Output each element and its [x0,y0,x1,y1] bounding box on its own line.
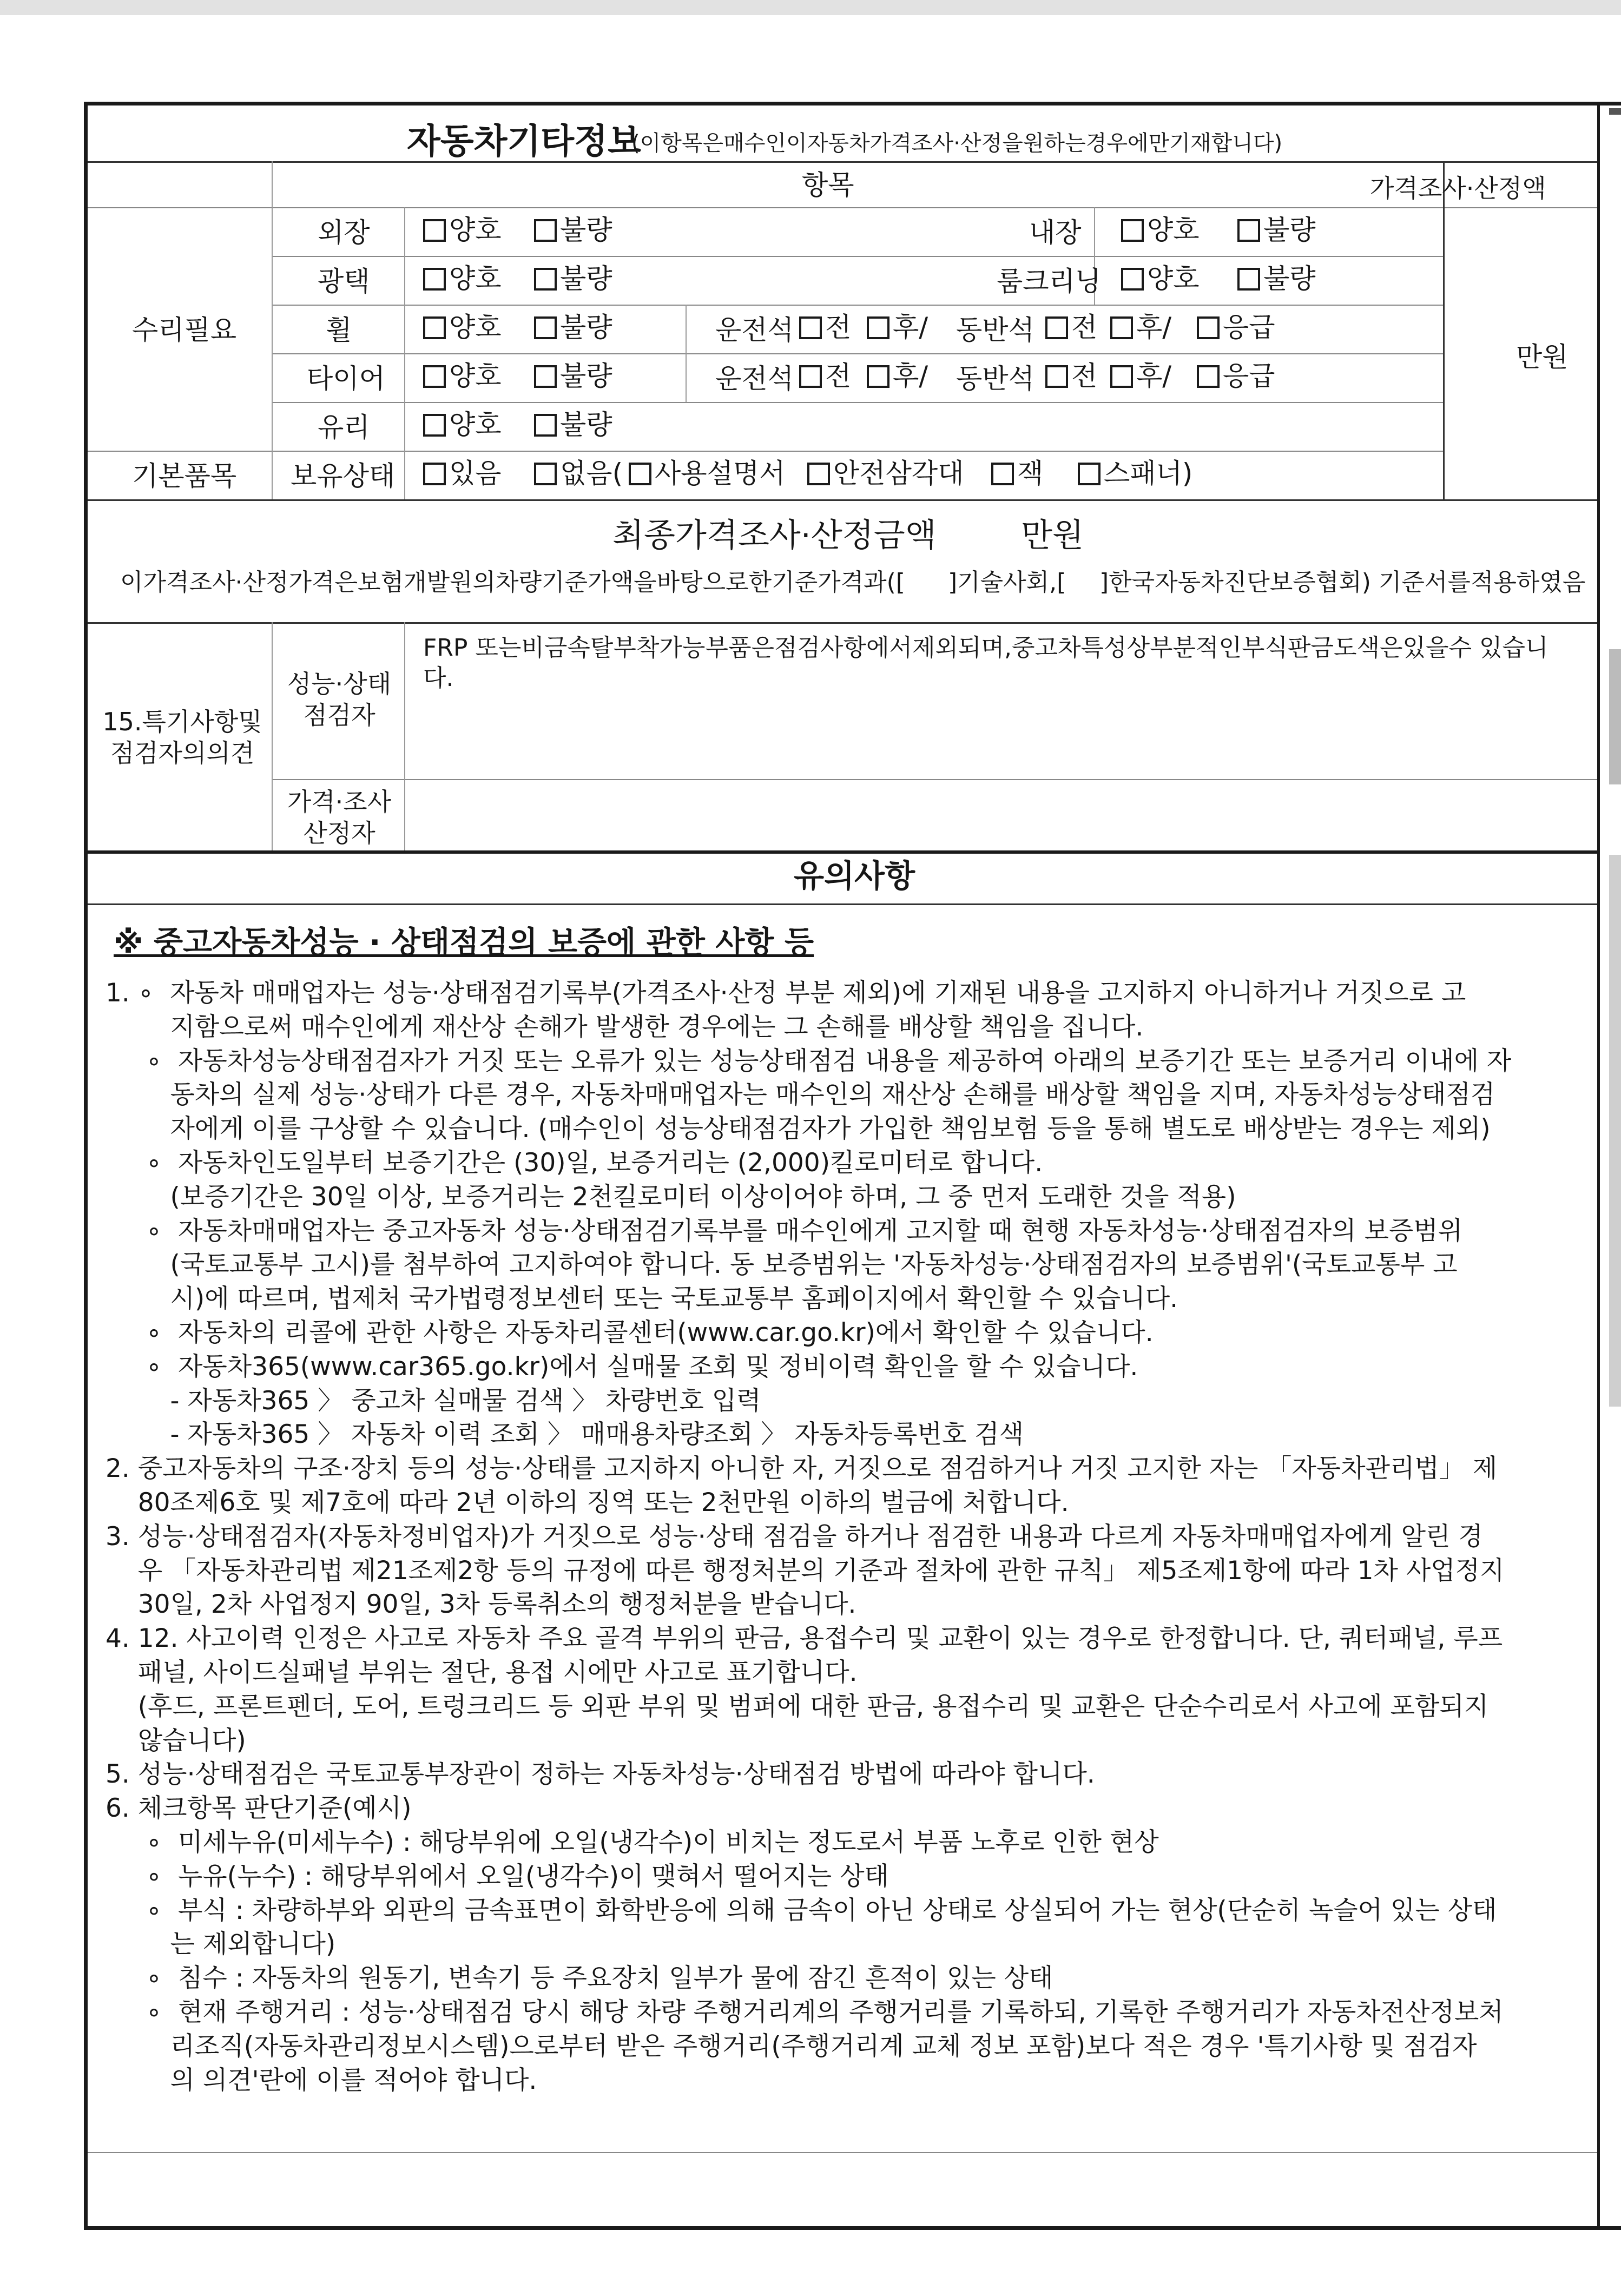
grid-line [272,161,273,499]
checkbox[interactable] [1197,316,1220,339]
notice-line: (보증기간은 30일 이상, 보증거리는 2천킬로미터 이상이어야 하며, 그 중 먼저 도래한 것을 적용) [106,1182,1236,1212]
triangle-option[interactable]: 안전삼각대 [807,460,964,487]
notice-line: 자에게 이를 구상할 수 있습니다. (매수인이 성능상태점검자가 가입한 책임보험 등을 통해 별도로 배상받는 경우는 제외) [106,1114,1491,1144]
notice-line: ∘ 자동차인도일부터 보증기간은 (30)일, 보증거리는 (2,000)킬로미터로 합니다. [106,1148,1043,1178]
final-price-unit: 만원 [1021,517,1084,555]
checkbox[interactable] [423,219,446,242]
scan-edge-mark [1609,108,1621,115]
notice-line: 는 제외합니다) [106,1929,336,1959]
checkbox[interactable] [1197,365,1220,388]
tire-driver-front-option[interactable]: 전 [799,362,851,390]
checkbox[interactable] [1121,219,1144,242]
room-cleaning-good-option[interactable]: 양호 [1121,265,1200,292]
final-price-note-part1: 이가격조사·산정가격은보험개발원의차량기준가액을바탕으로한기준가격과([ [120,569,905,596]
inspector-label: 성능·상태 점검자 [287,669,392,730]
manual-option[interactable]: 사용설명서 [629,460,786,487]
notice-line: 동차의 실제 성능·상태가 다른 경우, 자동차매매업자는 매수인의 재산상 손해를 배상할 책임을 지며, 자동차성능상태점검 [106,1080,1495,1110]
notice-line: 4. 12. 사고이력 인정은 사고로 자동차 주요 골격 부위의 판금, 용접수리 및 교환이 있는 경우로 한정합니다. 단, 쿼터패널, 루프 [106,1624,1503,1653]
possession-none-option[interactable]: 없음( [534,460,623,487]
tire-driver-rear-option[interactable]: 후/ [867,362,928,390]
checkbox[interactable] [1045,365,1068,388]
grid-line [88,207,1597,208]
checkbox[interactable] [534,414,557,437]
notice-line: - 자동차365 〉 중고차 실매물 검색 〉 차량번호 입력 [106,1386,761,1416]
notice-line: ∘ 자동차365(www.car365.go.kr)에서 실매물 조회 및 정비이력 확인을 할 수 있습니다. [106,1352,1138,1382]
gloss-good-option[interactable]: 양호 [423,265,502,292]
exterior-good-option[interactable]: 양호 [423,216,502,243]
passenger-seat-label: 동반석 [956,363,1034,394]
notice-line: ∘ 미세누유(미세누수) : 해당부위에 오일(냉각수)이 비치는 정도로서 부품 노후로 인한 현상 [106,1827,1159,1857]
checkbox[interactable] [423,365,446,388]
section-title: 자동차기타정보 [407,122,641,162]
notice-line: 우 「자동차관리법 제21조제2항 등의 규정에 따른 행정처분의 기준과 절차에 관한 규칙」 제5조제1항에 따라 1차 사업정지 [106,1556,1505,1586]
tire-bad-option[interactable]: 불량 [534,362,612,390]
final-price-note-part3: ]한국자동차진단보증협회) 기준서를적용하였음 [1099,569,1586,596]
notice-title: 유의사항 [794,857,915,894]
glass-good-option[interactable]: 양호 [423,411,502,438]
col-price-header: 가격조사·산정액 [1370,174,1546,203]
basic-items-label: 기본품목 [132,460,237,492]
checkbox[interactable] [629,463,651,485]
grid-line [686,305,687,402]
checkbox[interactable] [423,463,446,485]
top-scan-shadow [0,0,1621,15]
scan-edge-mark [1609,649,1621,784]
notice-line: 시)에 따르며, 법제처 국가법령정보센터 또는 국토교통부 홈페이지에서 확인할 수 있습니다. [106,1284,1178,1314]
interior-good-option[interactable]: 양호 [1121,216,1200,243]
notice-line: ∘ 자동차매매업자는 중고자동차 성능·상태점검기록부를 매수인에게 고지할 때 현행 자동차성능·상태점검자의 보증범위 [106,1216,1463,1246]
notice-line: 패널, 사이드실패널 부위는 절단, 용접 시에만 사고로 표기합니다. [106,1658,858,1687]
checkbox[interactable] [799,316,822,339]
grid-line [272,779,1597,780]
notice-line: - 자동차365 〉 자동차 이력 조회 〉 매매용차량조회 〉 자동차등록번호 검색 [106,1420,1024,1449]
checkbox[interactable] [534,268,557,291]
repair-needed-label: 수리필요 [132,314,237,346]
driver-seat-label: 운전석 [715,363,794,394]
wheel-passenger-front-option[interactable]: 전 [1045,314,1097,341]
notice-line: 3. 성능·상태점검자(자동차정비업자)가 거짓으로 성능·상태 점검을 하거나 점검한 내용과 다르게 자동차매매업자에게 알린 경 [106,1522,1483,1552]
notice-line: ∘ 부식 : 차량하부와 외판의 금속표면이 화학반응에 의해 금속이 아닌 상태로 상실되어 가는 현상(단순히 녹슬어 있는 상태 [106,1896,1497,1925]
checkbox[interactable] [1237,219,1260,242]
appraiser-label: 가격·조사 산정자 [287,787,392,848]
checkbox[interactable] [423,268,446,291]
interior-bad-option[interactable]: 불량 [1237,216,1316,243]
notice-line: (국토교통부 고시)를 첨부하여 고지하여야 합니다. 동 보증범위는 '자동차성능·상태점검자의 보증범위'(국토교통부 고 [106,1250,1458,1279]
row-label-exterior: 외장 [318,217,370,248]
gloss-bad-option[interactable]: 불량 [534,265,612,292]
tire-good-option[interactable]: 양호 [423,362,502,390]
grid-line [272,402,1443,403]
wheel-bad-option[interactable]: 불량 [534,314,612,341]
special-remarks-label: 15.특기사항및 점검자의의견 [102,707,262,768]
grid-line [88,903,1597,905]
section-subtitle: (이항목은매수인이자동차가격조사·산정을원하는경우에만기재합니다) [631,131,1283,156]
wheel-driver-front-option[interactable]: 전 [799,314,851,341]
glass-bad-option[interactable]: 불량 [534,411,612,438]
checkbox[interactable] [534,219,557,242]
grid-line [1443,161,1445,499]
notice-line: 80조제6호 및 제7호에 따라 2년 이하의 징역 또는 2천만원 이하의 벌금에 처합니다. [106,1488,1069,1518]
checkbox[interactable] [423,414,446,437]
tire-passenger-rear-option[interactable]: 후/ [1110,362,1171,390]
wheel-good-option[interactable]: 양호 [423,314,502,341]
notice-line: (후드, 프론트펜더, 도어, 트렁크리드 등 외판 부위 및 범퍼에 대한 판금, 용접수리 및 교환은 단순수리로서 사고에 포함되지 [106,1692,1489,1721]
inspector-opinion-text: FRP 또는비금속탈부착가능부품은점검사항에서제외되며,중고차특성상부분적인부식판금도색은있을수 있습니다. [423,634,1548,692]
jack-option[interactable]: 잭 [991,460,1043,487]
exterior-bad-option[interactable]: 불량 [534,216,612,243]
notice-line: ∘ 자동차성능상태점검자가 거짓 또는 오류가 있는 성능상태점검 내용을 제공하여 아래의 보증기간 또는 보증거리 이내에 자 [106,1046,1512,1076]
tire-passenger-front-option[interactable]: 전 [1045,362,1097,390]
row-label-glass: 유리 [318,412,370,443]
grid-line [272,305,1443,306]
grid-line [404,207,405,499]
checkbox[interactable] [867,316,889,339]
notice-line: 2. 중고자동차의 구조·장치 등의 성능·상태를 고지하지 아니한 자, 거짓으로 점검하거나 거짓 고지한 자는 「자동차관리법」 제 [106,1454,1498,1483]
possession-have-option[interactable]: 있음 [423,460,502,487]
checkbox[interactable] [1045,316,1068,339]
checkbox[interactable] [991,463,1014,485]
room-cleaning-bad-option[interactable]: 불량 [1237,265,1316,292]
grid-line [88,850,1597,854]
checkbox[interactable] [1078,463,1101,485]
grid-line [88,451,1443,452]
notice-line: 의 의견'란에 이를 적어야 합니다. [106,2066,537,2095]
grid-line [272,256,1443,257]
grid-line [272,622,273,850]
checkbox[interactable] [1237,268,1260,291]
notice-line: ∘ 자동차의 리콜에 관한 사항은 자동차리콜센터(www.car.go.kr)에서 확인할 수 있습니다. [106,1318,1154,1348]
spanner-option[interactable]: 스패너) [1078,460,1192,487]
final-price-title: 최종가격조사·산정금액 [612,517,937,555]
checkbox[interactable] [799,365,822,388]
col-item-header: 항목 [802,169,854,201]
notice-line: ∘ 누유(누수) : 해당부위에서 오일(냉각수)이 맺혀서 떨어지는 상태 [106,1862,889,1891]
grid-line [88,622,1597,624]
grid-line [88,499,1597,501]
row-label-tire: 타이어 [307,363,385,394]
wheel-driver-rear-option[interactable]: 후/ [867,314,928,341]
checkbox[interactable] [807,463,830,485]
row-label-room-cleaning: 룸크리닝 [997,266,1102,297]
grid-line [88,2152,1597,2153]
notice-line: 지함으로써 매수인에게 재산상 손해가 발생한 경우에는 그 손해를 배상할 책임을 집니다. [106,1012,1144,1042]
grid-line [1597,105,1600,2230]
notice-line: 6. 체크항목 판단기준(예시) [106,1793,412,1823]
scan-edge-mark [1609,855,1621,1407]
notice-line: 1. ∘ 자동차 매매업자는 성능·상태점검기록부(가격조사·산정 부분 제외)에 기재된 내용을 고지하지 아니하거나 거짓으로 고 [106,978,1466,1008]
final-price-note-part2: ]기술사회,[ [948,569,1066,596]
checkbox[interactable] [534,463,557,485]
grid-line [272,353,1443,354]
row-label-interior: 내장 [1029,217,1082,248]
row-label-wheel: 휠 [326,314,352,346]
checkbox[interactable] [867,365,889,388]
passenger-seat-label: 동반석 [956,314,1034,346]
notice-line: ∘ 현재 주행거리 : 성능·상태점검 당시 해당 차량 주행거리계의 주행거리를 기록하되, 기록한 주행거리가 자동차전산정보처 [106,1997,1504,2027]
checkbox[interactable] [423,316,446,339]
notice-line: 않습니다) [106,1726,246,1756]
checkbox[interactable] [1110,365,1133,388]
grid-line [88,161,1597,163]
checkbox[interactable] [1121,268,1144,291]
wheel-emergency-option[interactable]: 응급 [1197,314,1275,341]
checkbox[interactable] [534,316,557,339]
wheel-passenger-rear-option[interactable]: 후/ [1110,314,1171,341]
notice-line: 30일, 2차 사업정지 90일, 3차 등록취소의 행정처분을 받습니다. [106,1589,856,1619]
tire-emergency-option[interactable]: 응급 [1197,362,1275,390]
notice-line: ∘ 침수 : 자동차의 원동기, 변속기 등 주요장치 일부가 물에 잠긴 흔적이 있는 상태 [106,1963,1053,1993]
checkbox[interactable] [534,365,557,388]
notice-heading: ※ 중고자동차성능 · 상태점검의 보증에 관한 사항 등 [114,925,814,960]
checkbox[interactable] [1110,316,1133,339]
driver-seat-label: 운전석 [715,314,794,346]
row-label-possession: 보유상태 [291,460,396,492]
row-label-gloss: 광택 [318,266,370,297]
notice-line: 리조직(자동차관리정보시스템)으로부터 받은 주행거리(주행거리계 교체 정보 포함)보다 적은 경우 '특기사항 및 점검자 [106,2031,1477,2061]
notice-line: 5. 성능·상태점검은 국토교통부장관이 정하는 자동차성능·상태점검 방법에 따라야 합니다. [106,1759,1095,1789]
price-unit: 만원 [1516,341,1569,373]
grid-line [404,622,405,850]
